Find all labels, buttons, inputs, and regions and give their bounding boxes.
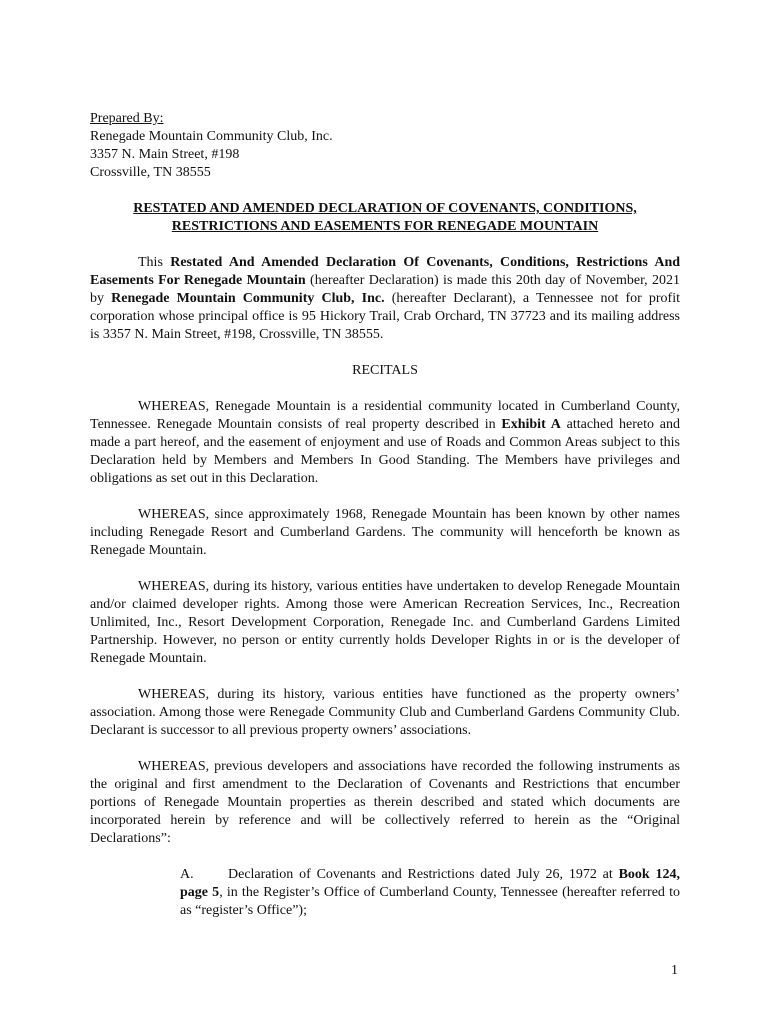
whereas-paragraph-1: [90, 398, 680, 488]
prepared-by-block: [90, 110, 680, 182]
whereas-1-bold: Exhibit A: [501, 417, 561, 432]
document-body: [90, 110, 680, 920]
whereas-1-text-2: attached hereto and made a part hereof, and the easement of enjoyment and use of Roads and Common Areas subject to this Declaration held by Members and Members In Good Standing. The Members have privileges and obligations as set out in this Declaration.: [90, 417, 680, 486]
page-number: 1: [671, 963, 678, 978]
recitals-heading: RECITALS: [352, 363, 418, 378]
list-item-a: [180, 866, 680, 920]
whereas-paragraph-4: WHEREAS, during its history, various entities have functioned as the property owners’ association. Among those were Renegade Community Club and Cumberland Gardens Community Club. Declarant is successor to all previous property owners’ associations.: [90, 687, 680, 738]
prepared-by-heading: Prepared By:: [90, 111, 164, 126]
document-title: [90, 200, 680, 236]
preparer-city: Crossville, TN 38555: [90, 165, 211, 180]
whereas-paragraph-5: WHEREAS, previous developers and associations have recorded the following instruments as the original and first amendment to the Declaration of Covenants and Restrictions that encumber portions of Renegade Mountain properties as therein described and stated which documents are incorporated herein by reference and will be collectively referred to herein as the “Original Declarations”:: [90, 759, 680, 846]
intro-bold-1: Restated And Amended Declaration Of Covenants, Conditions, Restrictions And Easements For Renegade Mountain: [90, 255, 681, 288]
title-line-1: RESTATED AND AMENDED DECLARATION OF COVENANTS, CONDITIONS,: [133, 201, 637, 216]
preparer-name: Renegade Mountain Community Club, Inc.: [90, 129, 333, 144]
title-line-2: RESTRICTIONS AND EASEMENTS FOR RENEGADE MOUNTAIN: [171, 219, 599, 234]
intro-paragraph: [90, 254, 680, 344]
intro-bold-2: Renegade Mountain Community Club, Inc.: [111, 291, 385, 306]
item-a-text-1: Declaration of Covenants and Restrictions dated July 26, 1972 at: [228, 867, 619, 882]
intro-text-1: This: [138, 255, 171, 270]
item-a-text-2: , in the Register’s Office of Cumberland County, Tennessee (hereafter referred to as “register’s Office”);: [180, 885, 681, 918]
intro-text-3: (hereafter Declarant), a Tennessee not for profit corporation whose principal office is 95 Hickory Trail, Crab Orchard, TN 37723 and its mailing address is 3357 N. Main Street, #198, Crossville, TN 38555.: [90, 291, 681, 342]
whereas-paragraph-3: WHEREAS, during its history, various entities have undertaken to develop Renegade Mountain and/or claimed developer rights. Among those were American Recreation Services, Inc., Recreation Unlimited, Inc., Resort Development Corporation, Renegade Inc. and Cumberland Gardens Limited Partnership. However, no person or entity currently holds Developer Rights in or is the developer of Renegade Mountain.: [90, 579, 680, 666]
intro-text-2: (hereafter Declaration) is made this 20th day of November, 2021 by: [90, 273, 681, 306]
whereas-1-text-1: WHEREAS, Renegade Mountain is a residential community located in Cumberland County, Tennessee. Renegade Mountain consists of real property described in: [90, 399, 680, 432]
preparer-street: 3357 N. Main Street, #198: [90, 147, 240, 162]
item-a-bold: Book 124, page 5: [180, 867, 681, 900]
list-item-letter: A.: [180, 867, 194, 882]
whereas-paragraph-2: WHEREAS, since approximately 1968, Renegade Mountain has been known by other names including Renegade Resort and Cumberland Gardens. The community will henceforth be known as Renegade Mountain.: [90, 507, 680, 558]
